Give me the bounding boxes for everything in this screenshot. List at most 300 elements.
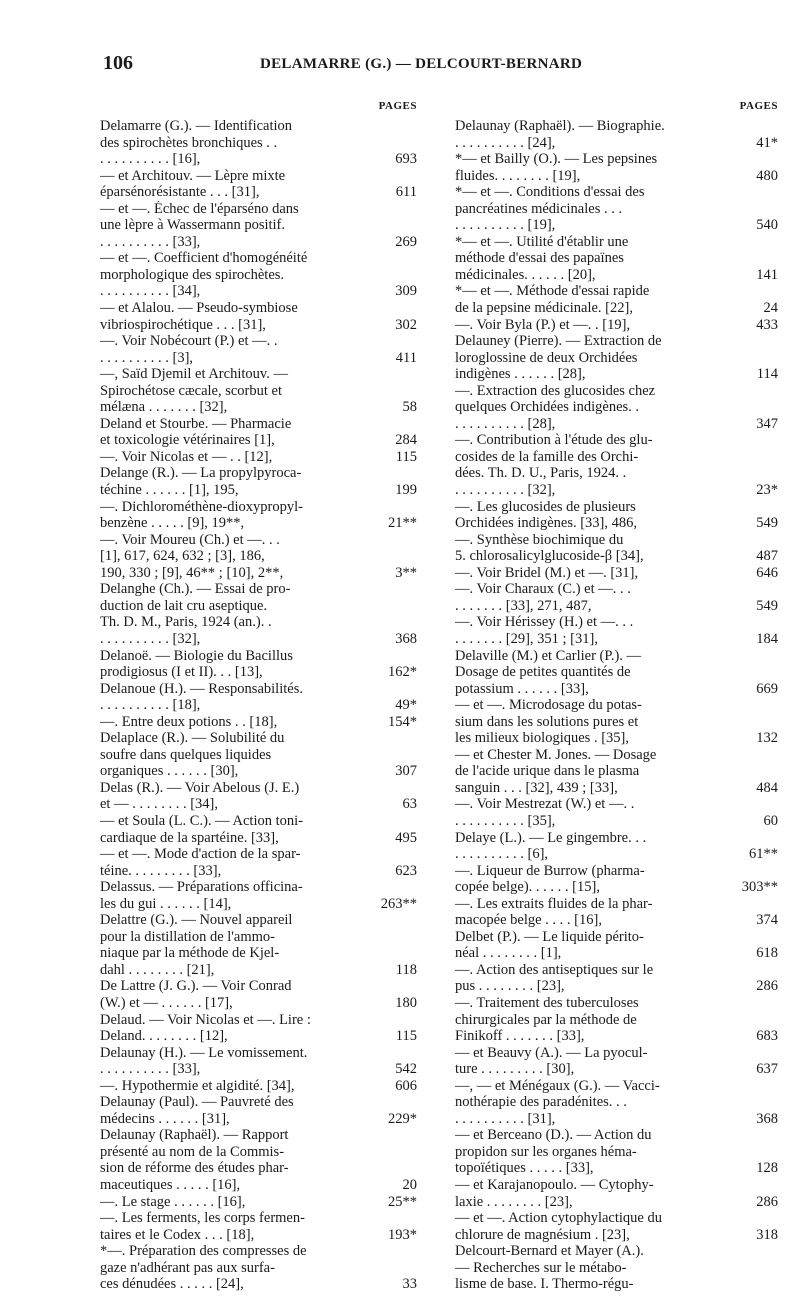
page-reference: 128 (756, 1160, 778, 1177)
index-line (100, 283, 417, 300)
index-line (100, 168, 417, 185)
index-line (455, 217, 778, 234)
entry-text: cosides de la famille des Orchi- (455, 448, 639, 465)
index-line (455, 681, 778, 698)
page-reference: 63 (402, 796, 417, 813)
entry-text: 5. chlorosalicylglucoside-β [34], (455, 548, 644, 565)
entry-text: gaze n'adhérant pas aux surfa- (100, 1259, 275, 1276)
entry-text: macopée belge . . . . [16], (455, 912, 602, 929)
page-reference: 307 (395, 763, 417, 780)
entry-text: —. Traitement des tuberculoses (455, 994, 639, 1011)
entry-text: Delanoë. — Biologie du Bacillus (100, 647, 293, 664)
entry-text: pour la distillation de l'ammo- (100, 928, 275, 945)
index-line (455, 515, 778, 532)
index-line (100, 664, 417, 681)
entry-text: téchine . . . . . . [1], 195, (100, 482, 239, 499)
page-reference: 683 (756, 1028, 778, 1045)
entry-text: —. Voir Byla (P.) et —. . [19], (455, 316, 631, 333)
index-line (100, 581, 417, 598)
entry-lines (455, 118, 778, 1293)
entry-text: — et Berceano (D.). — Action du (455, 1127, 652, 1144)
page-reference: 21** (388, 515, 417, 532)
index-line (100, 399, 417, 416)
entry-text: —. Les extraits fluides de la phar- (455, 895, 653, 912)
page-reference: 374 (756, 912, 778, 929)
running-title: DELAMARRE (G.) — DELCOURT-BERNARD (260, 56, 583, 72)
entry-text: —. Voir Nicolas et — . . [12], (100, 448, 273, 465)
entry-text: —. Voir Mestrezat (W.) et —. . (455, 796, 635, 813)
index-line (100, 333, 417, 350)
page-reference: 284 (395, 432, 417, 449)
index-line (455, 962, 778, 979)
index-line (455, 482, 778, 499)
entry-text: de la pepsine médicinale. [22], (455, 300, 633, 317)
page-reference: 25** (388, 1193, 417, 1210)
index-line (455, 135, 778, 152)
index-line (455, 581, 778, 598)
entry-text: Delaud. — Voir Nicolas et —. Lire : (100, 1011, 311, 1028)
entry-text: —, Saïd Djemil et Architouv. — (100, 366, 288, 383)
index-column-right (455, 98, 778, 1293)
index-line (455, 548, 778, 565)
page-reference: 540 (756, 217, 778, 234)
index-line (455, 333, 778, 350)
index-line (455, 1111, 778, 1128)
entry-text: —. Voir Moureu (Ch.) et —. . . (100, 531, 280, 548)
page-reference: 286 (756, 978, 778, 995)
index-line (100, 317, 417, 334)
entry-text: —. Voir Nobécourt (P.) et —. . (100, 333, 278, 350)
entry-text: . . . . . . . . . . [31], (455, 1110, 556, 1127)
entry-text: mélæna . . . . . . . [32], (100, 399, 228, 416)
index-line (455, 1144, 778, 1161)
page-reference: 41* (756, 134, 778, 151)
entry-text: Delanghe (Ch.). — Essai de pro- (100, 581, 291, 598)
index-line (455, 763, 778, 780)
entry-text: — et Alalou. — Pseudo-symbiose (100, 300, 298, 317)
page-reference: 132 (756, 730, 778, 747)
page-reference: 60 (763, 812, 778, 829)
page-reference: 637 (756, 1061, 778, 1078)
entry-text: loroglossine de deux Orchidées (455, 349, 638, 366)
index-line (455, 780, 778, 797)
index-line (100, 995, 417, 1012)
entry-text: [1], 617, 624, 632 ; [3], 186, (100, 548, 265, 565)
entry-text: des spirochètes bronchiques . . (100, 134, 278, 151)
page-reference: 199 (395, 482, 417, 499)
index-line (100, 300, 417, 317)
page-reference: 693 (395, 151, 417, 168)
entry-text: fluides. . . . . . . . [19], (455, 167, 581, 184)
entry-text: . . . . . . . . . . [3], (100, 349, 194, 366)
index-line (455, 532, 778, 549)
index-line (100, 515, 417, 532)
entry-text: Orchidées indigènes. [33], 486, (455, 515, 638, 532)
page-reference: 162* (388, 664, 417, 681)
entry-text: Th. D. M., Paris, 1924 (an.). . (100, 614, 272, 631)
page-reference: 154* (388, 713, 417, 730)
index-line (100, 1210, 417, 1227)
entry-text: méthode d'essai des papaïnes (455, 250, 624, 267)
index-line (455, 1260, 778, 1277)
page-reference: 114 (756, 366, 778, 383)
entry-text: . . . . . . . . . . [24], (455, 134, 556, 151)
entry-text: —. Voir Charaux (C.) et —. . . (455, 581, 631, 598)
index-line (455, 714, 778, 731)
entry-text: Delcourt-Bernard et Mayer (A.). (455, 1243, 644, 1260)
entry-text: Delaplace (R.). — Solubilité du (100, 730, 285, 747)
entry-text: les milieux biologiques . [35], (455, 730, 629, 747)
entry-text: pancréatines médicinales . . . (455, 200, 623, 217)
entry-text: Delaunay (Paul). — Pauvreté des (100, 1094, 294, 1111)
page-reference: 3** (395, 564, 417, 581)
index-line (100, 1028, 417, 1045)
entry-text: chlorure de magnésium . [23], (455, 1226, 630, 1243)
index-line (455, 1276, 778, 1293)
entry-text: les du gui . . . . . . [14], (100, 895, 232, 912)
index-line (455, 1160, 778, 1177)
index-line (100, 962, 417, 979)
entry-text: Delaunay (H.). — Le vomissement. (100, 1044, 308, 1061)
index-line (455, 234, 778, 251)
entry-text: Delas (R.). — Voir Abelous (J. E.) (100, 779, 300, 796)
index-line (100, 648, 417, 665)
entry-text: . . . . . . . . . . [33], (100, 233, 201, 250)
entry-text: duction de lait cru aseptique. (100, 597, 268, 614)
entry-text: —. Voir Hérissey (H.) et —. . . (455, 614, 634, 631)
entry-text: maceutiques . . . . . [16], (100, 1177, 241, 1193)
entry-text: . . . . . . . . . . [28], (455, 415, 556, 432)
index-line (100, 1144, 417, 1161)
index-line (455, 929, 778, 946)
entry-text: Deland et Stourbe. — Pharmacie (100, 415, 292, 432)
index-line (455, 1227, 778, 1244)
page-reference: 229* (388, 1110, 417, 1127)
index-line (100, 912, 417, 929)
entry-text: Delauney (Pierre). — Extraction de (455, 333, 662, 350)
pages-label: PAGES (378, 100, 417, 112)
entry-text: Delassus. — Préparations officina- (100, 879, 303, 896)
entry-text: présenté au nom de la Commis- (100, 1143, 285, 1160)
entry-text: *— et —. Conditions d'essai des (455, 184, 645, 201)
entry-text: . . . . . . . [29], 351 ; [31], (455, 630, 598, 647)
index-line (100, 796, 417, 813)
index-line (455, 813, 778, 830)
entry-text: ture . . . . . . . . . [30], (455, 1061, 575, 1078)
entry-text: potassium . . . . . . [33], (455, 680, 589, 697)
index-line (100, 1012, 417, 1029)
index-line (100, 449, 417, 466)
entry-text: Delanoue (H.). — Responsabilités. (100, 680, 303, 697)
index-line (100, 1260, 417, 1277)
index-line (100, 383, 417, 400)
index-line (100, 217, 417, 234)
entry-text: dahl . . . . . . . . [21], (100, 961, 215, 978)
page-reference: 184 (756, 630, 778, 647)
index-line (455, 151, 778, 168)
page-reference: 606 (395, 1077, 417, 1094)
index-line (100, 250, 417, 267)
index-line (455, 648, 778, 665)
entry-text: Finikoff . . . . . . . [33], (455, 1028, 585, 1045)
page-reference: 549 (756, 515, 778, 532)
index-line (455, 1243, 778, 1260)
index-line (455, 168, 778, 185)
index-line (100, 846, 417, 863)
entry-text: . . . . . . . . . . [32], (100, 630, 201, 647)
index-line (455, 796, 778, 813)
index-line (100, 366, 417, 383)
index-line (455, 432, 778, 449)
entry-text: éparsénorésistante . . . [31], (100, 184, 260, 201)
index-line (100, 135, 417, 152)
entry-text: —. Action des antiseptiques sur le (455, 961, 654, 978)
page-reference: 480 (756, 167, 778, 184)
page-reference: 495 (395, 829, 417, 846)
entry-text: cardiaque de la spartéine. [33], (100, 829, 279, 846)
entry-text: chirurgicales par la méthode de (455, 1011, 637, 1028)
entry-text: — Recherches sur le métabo- (455, 1259, 627, 1276)
entry-text: Delaye (L.). — Le gingembre. . . (455, 829, 647, 846)
entry-text: — et —. Action cytophylactique du (455, 1210, 662, 1227)
entry-lines (100, 118, 417, 1293)
entry-text: lisme de base. I. Thermo-régu- (455, 1276, 634, 1293)
entry-text: —. Contribution à l'étude des glu- (455, 432, 653, 449)
index-line (455, 350, 778, 367)
index-line (100, 482, 417, 499)
entry-text: Spirochétose cæcale, scorbut et (100, 382, 282, 399)
entry-text: nothérapie des paradénites. . . (455, 1094, 627, 1111)
entry-text: sanguin . . . [32], 439 ; [33], (455, 779, 618, 796)
entry-text: . . . . . . . . . . [19], (455, 217, 556, 234)
page-reference: 542 (395, 1061, 417, 1078)
entry-text: —. Synthèse biochimique du (455, 531, 624, 548)
entry-text: néal . . . . . . . . [1], (455, 945, 562, 962)
entry-text: *—. Préparation des compresses de (100, 1243, 307, 1260)
index-line (455, 879, 778, 896)
entry-text: *— et —. Méthode d'essai rapide (455, 283, 650, 300)
page-reference: 49* (395, 697, 417, 714)
index-line (100, 1243, 417, 1260)
index-line (455, 1094, 778, 1111)
index-line (100, 1227, 417, 1244)
index-line (100, 1078, 417, 1095)
entry-text: *— et —. Utilité d'établir une (455, 233, 629, 250)
index-line (455, 995, 778, 1012)
index-line (455, 449, 778, 466)
index-line (455, 846, 778, 863)
index-line (455, 300, 778, 317)
entry-text: De Lattre (J. G.). — Voir Conrad (100, 978, 292, 995)
entry-text: Delamarre (G.). — Identification (100, 118, 293, 134)
running-header (0, 52, 800, 82)
pages-column-heading (455, 98, 778, 118)
index-line (100, 432, 417, 449)
entry-text: Delattre (G.). — Nouvel appareil (100, 912, 293, 929)
index-line (455, 399, 778, 416)
index-line (455, 614, 778, 631)
index-line (100, 1061, 417, 1078)
index-line (100, 1127, 417, 1144)
index-line (100, 730, 417, 747)
index-line (455, 598, 778, 615)
index-line (100, 631, 417, 648)
entry-text: topoïétiques . . . . . [33], (455, 1160, 594, 1177)
entry-text: médicinales. . . . . . [20], (455, 266, 596, 283)
index-line (100, 201, 417, 218)
entry-text: . . . . . . . [33], 271, 487, (455, 597, 592, 614)
index-line (455, 1028, 778, 1045)
index-line (100, 763, 417, 780)
entry-text: — et —. Coefficient d'homogénéité (100, 250, 308, 267)
entry-text: sium dans les solutions pures et (455, 713, 639, 730)
index-line (455, 118, 778, 135)
index-line (100, 747, 417, 764)
page-reference: 669 (756, 680, 778, 697)
page-reference: 20 (402, 1177, 417, 1193)
entry-text: (W.) et — . . . . . . [17], (100, 994, 233, 1011)
page-reference: 646 (756, 564, 778, 581)
page-reference: 115 (395, 1028, 417, 1045)
index-line (100, 1194, 417, 1211)
index-line (455, 945, 778, 962)
page-number: 106 (103, 52, 133, 74)
index-line (100, 614, 417, 631)
page-reference: 115 (395, 448, 417, 465)
entry-text: . . . . . . . . . . [34], (100, 283, 201, 300)
index-line (455, 830, 778, 847)
entry-text: — et Karajanopoulo. — Cytophy- (455, 1177, 654, 1193)
index-line (100, 1094, 417, 1111)
page-reference: 549 (756, 597, 778, 614)
entry-text: niaque par la méthode de Kjel- (100, 945, 280, 962)
entry-text: benzène . . . . . [9], 19**, (100, 515, 245, 532)
index-line (100, 1160, 417, 1177)
entry-text: médecins . . . . . . [31], (100, 1110, 230, 1127)
index-line (455, 1127, 778, 1144)
entry-text: —. Extraction des glucosides chez (455, 382, 656, 399)
index-line (455, 366, 778, 383)
entry-text: de l'acide urique dans le plasma (455, 763, 640, 780)
index-line (100, 267, 417, 284)
page-reference: 309 (395, 283, 417, 300)
index-line (100, 499, 417, 516)
index-line (455, 664, 778, 681)
entry-text: —. Voir Bridel (M.) et —. [31], (455, 564, 639, 581)
index-line (100, 118, 417, 135)
page-reference: 263** (380, 895, 417, 912)
index-line (100, 234, 417, 251)
entry-text: — et Architouv. — Lèpre mixte (100, 167, 286, 184)
page-reference: 269 (395, 233, 417, 250)
entry-text: téine. . . . . . . . . [33], (100, 862, 222, 879)
index-line (455, 631, 778, 648)
index-line (100, 1045, 417, 1062)
index-line (455, 565, 778, 582)
entry-text: . . . . . . . . . . [33], (100, 1061, 201, 1078)
index-line (100, 465, 417, 482)
entry-text: Deland. . . . . . . . [12], (100, 1028, 228, 1045)
entry-text: —, — et Ménégaux (G.). — Vacci- (455, 1077, 660, 1094)
index-line (100, 978, 417, 995)
page-reference: 623 (395, 862, 417, 879)
page-reference: 484 (756, 779, 778, 796)
index-line (100, 830, 417, 847)
index-line (455, 416, 778, 433)
index-line (100, 565, 417, 582)
entry-text: organiques . . . . . . [30], (100, 763, 239, 780)
entry-text: Delaunay (Raphaël). — Rapport (100, 1127, 289, 1144)
page-reference: 23* (756, 482, 778, 499)
index-line (455, 465, 778, 482)
entry-text: —. Les ferments, les corps fermen- (100, 1210, 305, 1227)
entry-text: et — . . . . . . . . [34], (100, 796, 218, 813)
index-line (100, 681, 417, 698)
index-line (100, 780, 417, 797)
page-reference: 141 (756, 266, 778, 283)
index-line (100, 598, 417, 615)
index-line (455, 1078, 778, 1095)
entry-text: vibriospirochétique . . . [31], (100, 316, 266, 333)
index-line (455, 747, 778, 764)
page-reference: 302 (395, 316, 417, 333)
index-line (455, 863, 778, 880)
page-reference: 411 (395, 349, 417, 366)
index-line (100, 151, 417, 168)
page-reference: 618 (756, 945, 778, 962)
entry-text: . . . . . . . . . . [35], (455, 812, 556, 829)
index-line (455, 1210, 778, 1227)
entry-text: propidon sur les organes héma- (455, 1143, 637, 1160)
entry-text: —. Le stage . . . . . . [16], (100, 1193, 246, 1210)
entry-text: — et Chester M. Jones. — Dosage (455, 746, 657, 763)
entry-text: soufre dans quelques liquides (100, 746, 272, 763)
entry-text: Delaunay (Raphaël). — Biographie. (455, 118, 665, 134)
entry-text: une lèpre à Wassermann positif. (100, 217, 285, 234)
entry-text: — et —. Échec de l'éparséno dans (100, 200, 299, 217)
index-line (455, 1061, 778, 1078)
index-line (455, 1177, 778, 1194)
page-reference: 303** (741, 879, 778, 896)
page-reference: 611 (395, 184, 417, 201)
entry-text: — et —. Mode d'action de la spar- (100, 846, 301, 863)
entry-text: sion de réforme des études phar- (100, 1160, 289, 1177)
entry-text: *— et Bailly (O.). — Les pepsines (455, 151, 658, 168)
index-line (100, 532, 417, 549)
entry-text: laxie . . . . . . . . [23], (455, 1193, 573, 1210)
entry-text: Delbet (P.). — Le liquide périto- (455, 928, 644, 945)
index-line (455, 896, 778, 913)
page-reference: 487 (756, 548, 778, 565)
page-reference: 347 (756, 415, 778, 432)
index-line (100, 416, 417, 433)
entry-text: —. Liqueur de Burrow (pharma- (455, 862, 645, 879)
entry-text: et toxicologie vétérinaires [1], (100, 432, 275, 449)
index-line (100, 879, 417, 896)
index-line (100, 184, 417, 201)
page-reference: 286 (756, 1193, 778, 1210)
entry-text: Delange (R.). — La propylpyroca- (100, 465, 302, 482)
page-reference: 118 (395, 961, 417, 978)
pages-label: PAGES (739, 100, 778, 112)
index-line (100, 813, 417, 830)
entry-text: . . . . . . . . . . [32], (455, 482, 556, 499)
entry-text: pus . . . . . . . . [23], (455, 978, 565, 995)
index-line (100, 896, 417, 913)
page-reference: 368 (756, 1110, 778, 1127)
entry-text: 190, 330 ; [9], 46** ; [10], 2**, (100, 564, 284, 581)
entry-text: taires et le Codex . . . [18], (100, 1226, 255, 1243)
